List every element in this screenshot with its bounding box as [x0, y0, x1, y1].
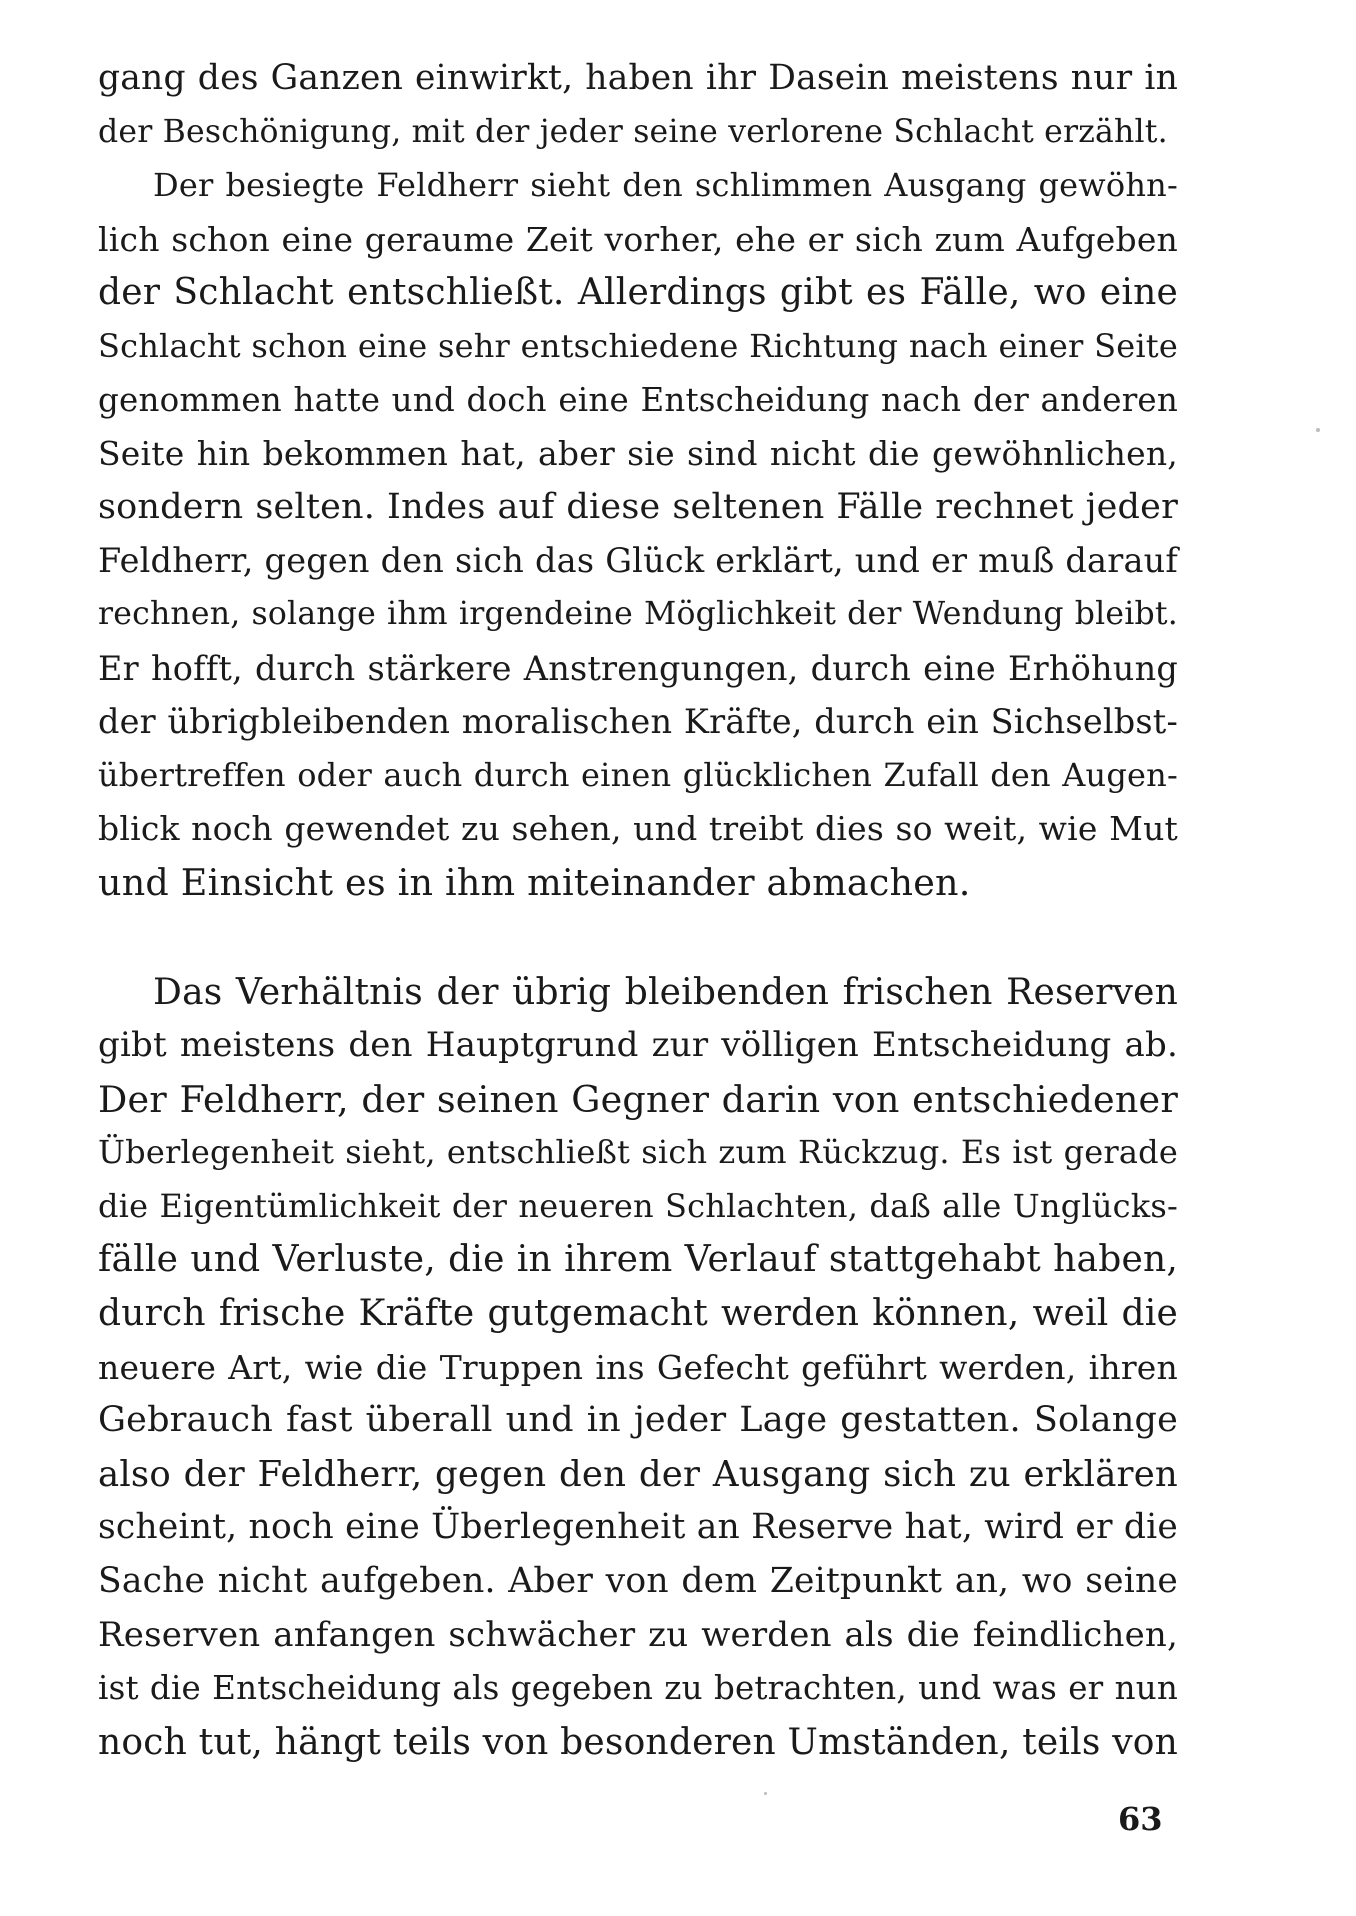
text-line: ist die Entscheidung als gegeben zu betrachten, und was er nun	[98, 1669, 1178, 1708]
text-line: Schlacht schon eine sehr entschiedene Richtung nach einer Seite	[98, 326, 1178, 365]
text-line: der Schlacht entschließt. Allerdings gibt es Fälle, wo eine	[98, 272, 1178, 314]
text-line: lich schon eine geraume Zeit vorher, ehe er sich zum Aufgeben	[98, 219, 1178, 259]
text-line: und Einsicht es in ihm miteinander abmachen.	[98, 860, 971, 904]
text-line: fälle und Verluste, die in ihrem Verlauf stattgehabt haben,	[98, 1239, 1178, 1281]
page-number: 63	[1118, 1800, 1163, 1838]
book-page-text	[98, 52, 1178, 1769]
text-line: Feldherr, gegen den sich das Glück erklärt, und er muß darauf	[98, 541, 1178, 581]
text-line: rechnen, solange ihm irgendeine Möglichkeit der Wendung bleibt.	[98, 595, 1178, 632]
text-line: die Eigentümlichkeit der neueren Schlachten, daß alle Unglücks-	[98, 1186, 1178, 1225]
text-line: scheint, noch eine Überlegenheit an Reserve hat, wird er die	[98, 1507, 1178, 1548]
text-line: also der Feldherr, gegen den der Ausgang sich zu erklären	[98, 1453, 1178, 1495]
text-line: gibt meistens den Hauptgrund zur völligen Entscheidung ab.	[98, 1025, 1178, 1066]
text-line: genommen hatte und doch eine Entscheidung nach der anderen	[98, 380, 1178, 419]
text-line: sondern selten. Indes auf diese seltenen Fälle rechnet jeder	[98, 486, 1178, 527]
text-line: Überlegenheit sieht, entschließt sich zum Rückzug. Es ist gerade	[98, 1133, 1178, 1172]
text-line: Der besiegte Feldherr sieht den schlimmen Ausgang gewöhn-	[153, 166, 1178, 205]
print-speck	[1316, 428, 1320, 432]
text-line: Gebrauch fast überall und in jeder Lage gestatten. Solange	[98, 1400, 1178, 1441]
text-line: gang des Ganzen einwirkt, haben ihr Dasein meistens nur in	[98, 58, 1178, 98]
text-line: Der Feldherr, der seinen Gegner darin von entschiedener	[98, 1077, 1178, 1121]
text-line: Sache nicht aufgeben. Aber von dem Zeitpunkt an, wo seine	[98, 1561, 1178, 1602]
text-line: noch tut, hängt teils von besonderen Umständen, teils von	[98, 1721, 1178, 1763]
text-line: Reserven anfangen schwächer zu werden als die feindlichen,	[98, 1614, 1178, 1655]
print-speck	[764, 1792, 767, 1795]
paragraph-2	[98, 159, 1178, 909]
text-line: übertreffen oder auch durch einen glücklichen Zufall den Augen-	[98, 755, 1178, 794]
text-line: neuere Art, wie die Truppen ins Gefecht geführt werden, ihren	[98, 1347, 1178, 1387]
text-line: durch frische Kräfte gutgemacht werden können, weil die	[98, 1293, 1178, 1335]
text-line: Das Verhältnis der übrig bleibenden frischen Reserven	[153, 971, 1178, 1013]
paragraph-3	[98, 966, 1178, 1770]
paragraph-1	[98, 52, 1178, 159]
text-line: Seite hin bekommen hat, aber sie sind nicht die gewöhnlichen,	[98, 434, 1178, 474]
text-line: Er hofft, durch stärkere Anstrengungen, durch eine Erhöhung	[98, 648, 1178, 688]
text-line: blick noch gewendet zu sehen, und treibt dies so weit, wie Mut	[98, 809, 1178, 849]
text-line: der übrigbleibenden moralischen Kräfte, durch ein Sichselbst-	[98, 702, 1178, 742]
text-line: der Beschönigung, mit der jeder seine verlorene Schlacht erzählt.	[98, 113, 1168, 150]
paragraph-spacer	[98, 910, 1178, 966]
